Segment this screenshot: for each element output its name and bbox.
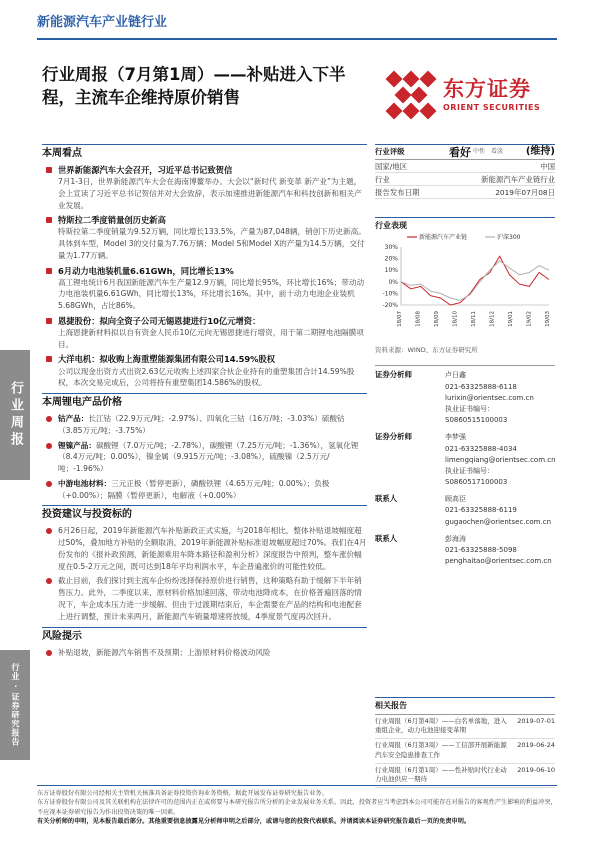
weekly-highlights-title: 本周看点 <box>42 144 367 161</box>
highlight-head: 特斯拉二季度销量创历史新高 <box>42 214 367 226</box>
highlight-body: 高工锂电统计6月我国新能源汽车生产量12.9万辆，同比增长95%，环比增长16%；带动动力电池装机量6.61GWh，同比增长13%，环比增长16%。其中，前十动力电池企业装机5.68GWh，占比86%。 <box>58 277 365 311</box>
footer-line: 有关分析师的申明，见本报告最后部分。其他重要信息披露见分析师申明之后部分，或请与您的投资代表联系。并请阅读本证券研究报告最后一页的免责申明。 <box>37 817 471 825</box>
brand-title: 新能源汽车产业链行业 <box>37 15 168 30</box>
price-item: 锂镍产品：碳酸锂（7.0万元/吨；-2.78%），碳酸锂（7.25万元/吨；-1.36%），氢氧化锂（8.4万元/吨；0.00%），镍金属（9.915万元/吨；-3.08%），硫酸镍（2.5万元/吨；-1.96%） <box>42 440 367 475</box>
related-report-link[interactable]: 行业周报（6月第3周）——工信部开展新能源汽车安全隐患排查工作 2019-06-24 <box>375 739 555 764</box>
chart-source: 资料来源：WIND、东方证券研究所 <box>375 346 478 354</box>
highlight-body: 上海恩捷新材料拟以自有资金人民币10亿元向无锡恩捷进行增资，用于第二期锂电池隔膜项目。 <box>58 327 364 349</box>
advice-paragraph: 6月26日起，2019年新能源汽车补贴新政正式实施，与2018年相比，整体补贴退坡幅度超过50%，叠加地方补贴的全额取消，2019年新能源补贴标准退坡幅度超过70%。我们在4月份发布的《报补政预测，新能源乘用车降本路径和盈利分析》深度报告中预判，整车涨价幅度在0.5-2万元之间，既可达到18年平均利润水平，车企普遍涨价的可能性较低。 <box>42 525 367 572</box>
chart-title: 行业表现 <box>375 217 555 231</box>
side-tab-report-type: 行业周报 <box>0 350 30 480</box>
side-tab-category: 行业 · 证券研究报告 <box>0 650 30 760</box>
info-row: 报告发布日期 2019年07月08日 <box>375 188 555 197</box>
related-report-link[interactable]: 行业周报（6月第4周）——白名单落地，进入重组企业，动力电池迎接变革期 2019-07-01 <box>375 715 555 740</box>
analyst-block <box>375 365 555 567</box>
price-item: 钴产品：长江钴（22.9万元/吨；-2.97%）、四氧化三钴（16万/吨；-3.03%）硫酸钴（3.85万元/吨；-3.75%） <box>42 413 367 437</box>
y-tick-label: 30% <box>384 244 398 251</box>
x-tick-label: 19/01 <box>508 311 514 327</box>
series-line-0 <box>401 256 549 305</box>
rating-maintain: (维持) <box>525 146 555 157</box>
analyst-email[interactable]: lurixin@orientsec.com.cn <box>445 393 534 402</box>
main-content <box>42 144 367 661</box>
performance-chart <box>375 217 555 342</box>
analyst-entry: 证券分析师 李梦强 021-63325888-4034 limengqiang@orientsec.com.cn 执业证书编号：S0860517100003 <box>375 432 556 487</box>
risk-text: 补贴退坡，新能源汽车销售不及预期；上游原材料价格波动风险 <box>42 647 367 659</box>
legend-label: 新能源汽车产业链 <box>419 234 468 241</box>
highlight-body: 特斯拉第二季度销量为9.52万辆，同比增长133.5%，产量为87,048辆，销创下历史新高。具体到车型，Model 3的交付量为7.76万辆；Model S和Model X的产量为14.5万辆，交付量为1.77万辆。 <box>58 227 366 260</box>
rating-label: 行业评级 <box>375 147 405 156</box>
logo-mark-icon <box>385 70 437 120</box>
y-tick-label: 0% <box>388 278 398 286</box>
contact-entry: 联系人 顾高臣 021-63325888-6119 gugaochen@orientsec.com.cn <box>375 494 555 528</box>
highlight-body: 7月1-3日，世界新能源汽车大会在海南博鳌举办。大会以“新时代 新变革 新产业”为主题，会上宣读了习近平总书记贺信并对大会致辞，表示加速推进新能源汽车和科技创新和相关产业发展。 <box>58 177 362 210</box>
y-tick-label: -20% <box>382 302 398 309</box>
rating-option: 看淡 <box>491 148 504 155</box>
report-title: 行业周报（7月第1周）——补贴进入下半程，主流车企维持原价销售 <box>42 65 346 108</box>
highlight-head: 恩捷股份：拟向全资子公司无锡恩捷进行10亿元增资： <box>42 315 367 327</box>
price-list <box>42 413 367 501</box>
weekly-highlights-list <box>42 164 367 389</box>
contact-email[interactable]: gugaochen@orientsec.com.cn <box>445 517 552 526</box>
info-row: 国家/地区 中国 <box>375 162 555 171</box>
highlight-head: 6月动力电池装机量6.61GWh，同比增长13% <box>42 265 367 277</box>
contact-email[interactable]: penghaitao@orientsec.com.cn <box>445 557 552 566</box>
y-tick-label: 20% <box>384 255 398 263</box>
legend-label: 沪深300 <box>497 234 521 241</box>
advice-paragraph: 截止目前，我们探讨到主流车企纷纷选择保持原价进行销售，这种策略有助于缓解下半年销售压力。此外，二季度以来，原材料价格加速回落，带动电池降成本，在价格普遍回落的情况下，车企成本压力进一步缓解。但由于过渡期结束后，车企需要在产品的结构和电池配套上进行调整，预计未来两月，新能源汽车销量增速将放缓，4季度景气度再次回升。 <box>42 575 367 622</box>
y-tick-label: 10% <box>384 267 398 275</box>
logo-text-en: ORIENT SECURITIES <box>443 103 541 112</box>
related-report-link[interactable]: 行业周报（6月第1周）——性补贴时代行业动力电池供应一期待 2019-06-10 <box>375 764 555 789</box>
related-title: 相关报告 <box>375 697 555 715</box>
price-section-title: 本周锂电产品价格 <box>42 393 367 410</box>
brand-rule <box>37 38 557 40</box>
x-tick-label: 18/08 <box>415 311 422 327</box>
logo-text-cn: 东方证券 <box>443 77 531 101</box>
brand-header <box>37 14 557 33</box>
footer-line: 东方证券股份有限公司及其关联机构在法律许可的范围内正在或将要与本研究报告所分析的企业发展业务关系。因此，投资者应当考虑到本公司可能存在对报告的客观性产生影响的利益冲突，不应视本证券研究报告为作出投资决策的唯一因素。 <box>37 799 557 816</box>
highlight-body: 公司以现金出资方式出资2.63亿元收购上述四家合伙企业持有的重塑集团合计14.59%股权，本次交易完成后，公司将持有重塑集团14.586%的股权。 <box>58 366 355 388</box>
performance-chart-svg <box>375 231 555 331</box>
risk-section-title: 风险提示 <box>42 627 367 644</box>
rating-value: 看好 <box>449 146 471 159</box>
company-logo <box>385 70 560 120</box>
related-reports <box>375 697 555 788</box>
rating-row <box>375 144 555 160</box>
contact-entry: 联系人 彭海涛 021-63325888-5098 penghaitao@orientsec.com.cn <box>375 534 555 568</box>
price-item: 中游电池材料：三元正极（暂停更新），磷酸铁锂（4.65万元/吨；0.00%）；负极（+0.00%）；隔膜（暂停更新），电解液（+0.00%） <box>42 478 367 502</box>
rating-option: 中性 <box>473 148 486 155</box>
sidebar-info <box>375 144 555 573</box>
x-tick-label: 19/03 <box>545 311 551 327</box>
highlight-head: 大洋电机：拟收购上海重塑能源集团有限公司14.59%股权 <box>42 353 367 365</box>
footer-disclaimer <box>37 785 557 826</box>
x-tick-label: 18/09 <box>434 311 440 327</box>
x-tick-label: 18/12 <box>489 311 496 327</box>
x-tick-label: 18/10 <box>452 311 459 327</box>
x-tick-label: 18/07 <box>397 311 403 327</box>
footer-line: 东方证券股份有限公司经相关主管机关核准具备证券投资咨询业务资格，据此开展发布证券研究报告业务。 <box>37 790 328 797</box>
highlight-head: 世界新能源汽车大会召开，习近平总书记致贺信 <box>42 164 367 176</box>
analyst-email[interactable]: limengqiang@orientsec.com.cn <box>445 455 556 464</box>
x-tick-label: 19/02 <box>526 311 533 327</box>
x-tick-label: 18/11 <box>471 311 477 327</box>
analyst-entry: 证券分析师 卢日鑫 021-63325888-6118 lurixin@orientsec.com.cn 执业证书编号：S0860515100003 <box>375 370 555 426</box>
advice-section-title: 投资建议与投资标的 <box>42 505 367 522</box>
series-line-1 <box>401 261 549 301</box>
info-row: 行业 新能源汽车产业链行业 <box>375 175 555 184</box>
y-tick-label: -10% <box>382 290 398 298</box>
